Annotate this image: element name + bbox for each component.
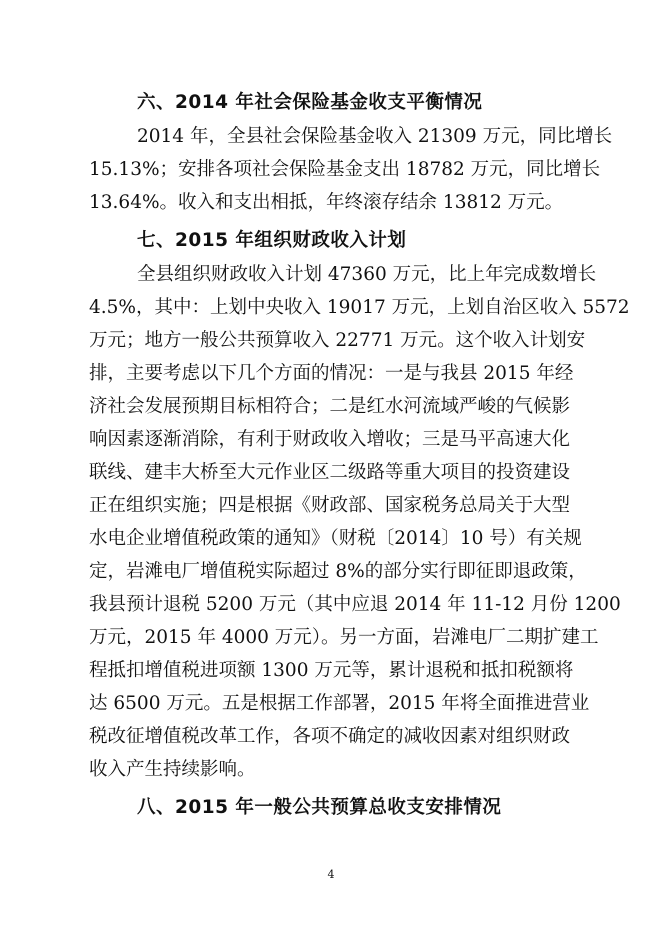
paragraph-line: 联线、建丰大桥至大元作业区二级路等重大项目的投资建设 (89, 462, 571, 483)
section-8-heading: 八、2015 年一般公共预算总收支安排情况 (137, 797, 502, 818)
paragraph-line: 我县预计退税 5200 万元（其中应退 2014 年 11-12 月份 1200 (89, 594, 621, 615)
paragraph-line: 排，主要考虑以下几个方面的情况：一是与我县 2015 年经 (89, 363, 574, 384)
paragraph-line: 2014 年，全县社会保险基金收入 21309 万元，同比增长 (137, 126, 613, 147)
paragraph-line: 定，岩滩电厂增值税实际超过 8%的部分实行即征即退政策， (89, 561, 587, 582)
page-number: 4 (327, 868, 335, 881)
paragraph-line: 税改征增值税改革工作，各项不确定的减收因素对组织财政 (89, 726, 571, 747)
paragraph-line: 程抵扣增值税进项额 1300 万元等，累计退税和抵扣税额将 (89, 660, 574, 681)
paragraph-line: 13.64%。收入和支出相抵，年终滚存结余 13812 万元。 (89, 192, 564, 213)
paragraph-line: 全县组织财政收入计划 47360 万元，比上年完成数增长 (137, 264, 597, 285)
paragraph-line: 万元；地方一般公共预算收入 22771 万元。这个收入计划安 (89, 330, 586, 351)
paragraph-line: 收入产生持续影响。 (89, 759, 256, 780)
paragraph-line: 响因素逐渐消除，有利于财政收入增收；三是马平高速大化 (89, 429, 571, 450)
section-6-heading: 六、2014 年社会保险基金收支平衡情况 (137, 92, 483, 113)
section-7-heading: 七、2015 年组织财政收入计划 (137, 230, 407, 251)
paragraph-line: 正在组织实施；四是根据《财政部、国家税务总局关于大型 (89, 495, 571, 516)
paragraph-line: 万元，2015 年 4000 万元）。另一方面，岩滩电厂二期扩建工 (89, 627, 599, 648)
paragraph-line: 达 6500 万元。五是根据工作部署，2015 年将全面推进营业 (89, 693, 590, 714)
paragraph-line: 水电企业增值税政策的通知》（财税〔2014〕10 号）有关规 (89, 528, 582, 549)
paragraph-line: 4.5%，其中：上划中央收入 19017 万元，上划自治区收入 5572 (89, 297, 630, 318)
paragraph-line: 15.13%；安排各项社会保险基金支出 18782 万元，同比增长 (89, 159, 601, 180)
paragraph-line: 济社会发展预期目标相符合；二是红水河流域严峻的气候影 (89, 396, 571, 417)
